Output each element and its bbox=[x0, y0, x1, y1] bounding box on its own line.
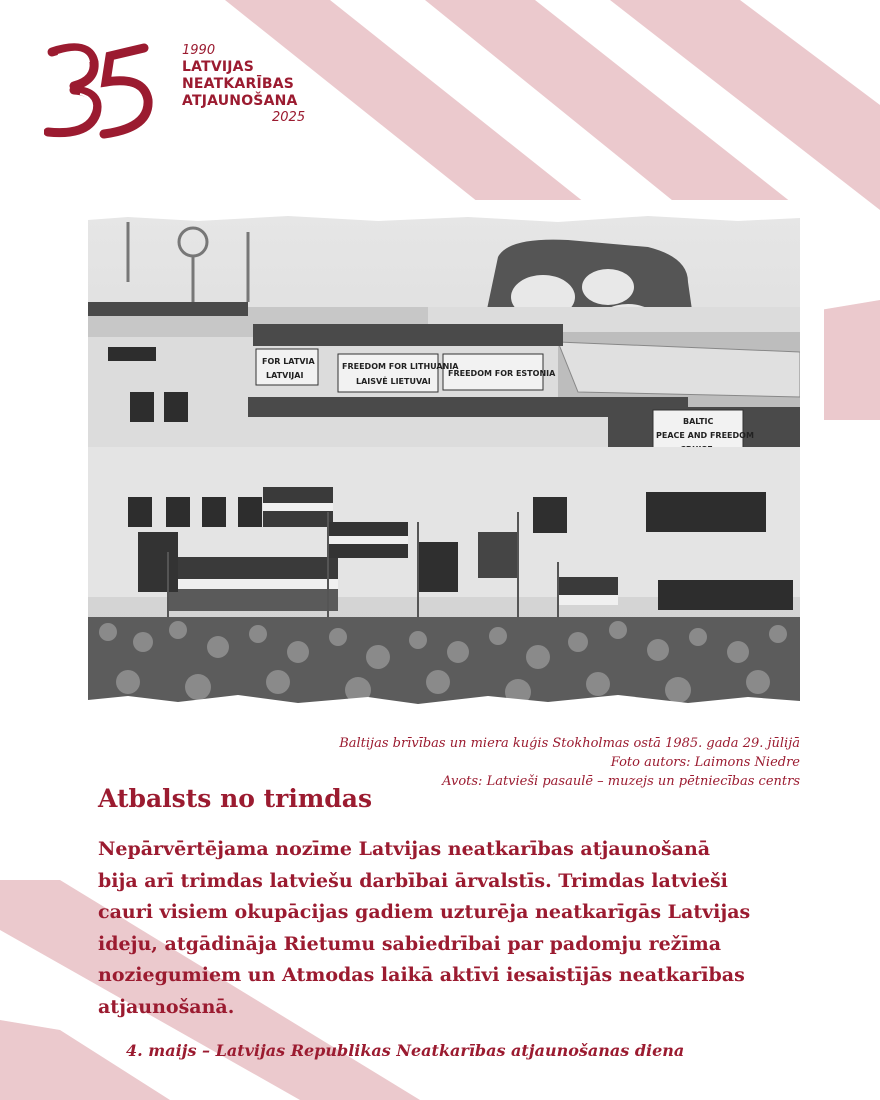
footer-date-line: 4. maijs – Latvijas Republikas Neatkarības atjaunošanas diena bbox=[126, 1041, 685, 1060]
caption-author: Foto autors: Laimons Niedre bbox=[610, 755, 800, 770]
banner-text: FOR LATVIA bbox=[262, 357, 315, 366]
banner-text: PEACE AND FREEDOM bbox=[656, 431, 754, 440]
body-line: noziegumiem un Atmodas laikā aktīvi iesaistījās neatkarības bbox=[98, 964, 745, 986]
banner-text: FREEDOM FOR LITHUANIA bbox=[342, 362, 459, 371]
body-line: Nepārvērtējama nozīme Latvijas neatkarības atjaunošanā bbox=[98, 838, 711, 860]
article-body bbox=[98, 834, 818, 1023]
logo-text bbox=[182, 43, 305, 126]
logo-title-line: ATJAUNOŠANA bbox=[182, 93, 298, 109]
photo-caption bbox=[339, 734, 800, 791]
banner-text: BALTIC bbox=[683, 417, 714, 426]
body-line: atjaunošanā. bbox=[98, 995, 235, 1018]
logo-title-line: NEATKARĪBAS bbox=[182, 76, 295, 92]
caption-description: Baltijas brīvības un miera kuģis Stokholmas ostā 1985. gada 29. jūlijā bbox=[339, 736, 800, 751]
logo-year-end: 2025 bbox=[272, 110, 306, 125]
body-line: cauri visiem okupācijas gadiem uzturēja neatkarīgās Latvijas bbox=[98, 901, 751, 923]
body-line: bija arī trimdas latviešu darbībai ārvalstīs. Trimdas latvieši bbox=[98, 869, 728, 892]
caption-source: Avots: Latvieši pasaulē – muzejs un pētniecības centrs bbox=[442, 774, 800, 789]
anniversary-logo bbox=[44, 40, 314, 140]
banner-text: FREEDOM FOR ESTONIA bbox=[448, 369, 556, 378]
body-line: ideju, atgādināja Rietumu sabiedrībai par padomju režīma bbox=[98, 932, 722, 955]
ship-crowd-photo bbox=[88, 212, 800, 710]
logo-title-line: LATVIJAS bbox=[182, 59, 254, 75]
logo-35-emblem-icon bbox=[44, 40, 169, 140]
section-heading: Atbalsts no trimdas bbox=[98, 784, 373, 813]
banner-text: LATVIJAI bbox=[266, 371, 304, 380]
banner-text: LAISVĖ LIETUVAI bbox=[356, 377, 431, 386]
logo-year-start: 1990 bbox=[182, 43, 216, 58]
